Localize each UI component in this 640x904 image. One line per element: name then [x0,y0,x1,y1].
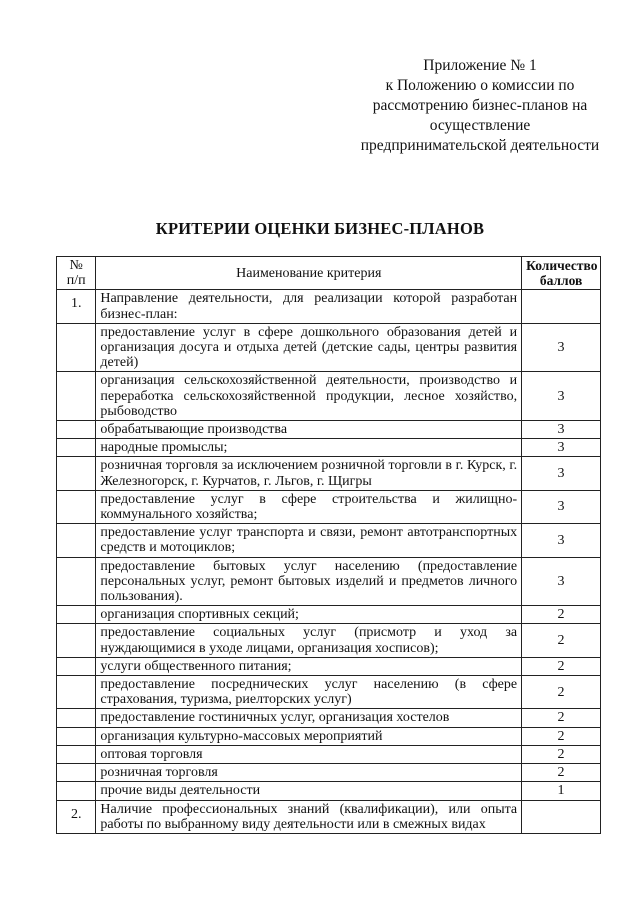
criterion-text: прочие виды деятельности [96,782,522,800]
header-score-line2: баллов [539,273,583,289]
criterion-text: оптовая торговля [96,745,522,763]
criterion-score: 3 [522,421,601,439]
table-row [57,421,601,439]
criterion-text: предоставление услуг транспорта и связи, ремонт автотранспортных средств и мотоциклов; [96,524,522,557]
row-number [57,457,96,490]
table-row [57,676,601,709]
criterion-score [522,290,601,323]
appendix-line: осуществление [429,117,531,134]
table-row [57,524,601,557]
criterion-score: 2 [522,745,601,763]
criterion-text: услуги общественного питания; [96,657,522,675]
row-number [57,524,96,557]
row-number [57,606,96,624]
criteria-body [57,290,601,834]
criterion-text: предоставление социальных услуг (присмотр и уход за нуждающимися в уходе лицами, организация хосписов); [96,624,522,657]
criterion-score: 3 [522,372,601,421]
row-number [57,657,96,675]
table-header-row [57,257,601,290]
table-row [57,323,601,372]
criterion-text: предоставление бытовых услуг населению (предоставление персональных услуг, ремонт бытовых изделий и предметов личного пользования). [96,557,522,606]
row-number [57,421,96,439]
criterion-text: организация культурно-массовых мероприятий [96,727,522,745]
table-row [57,439,601,457]
criterion-text: народные промыслы; [96,439,522,457]
criterion-score: 3 [522,323,601,372]
table-row [57,782,601,800]
criterion-score: 3 [522,524,601,557]
criterion-text: обрабатывающие производства [96,421,522,439]
criterion-text: предоставление услуг в сфере строительства и жилищно-коммунального хозяйства; [96,490,522,523]
table-row [57,457,601,490]
appendix-header [330,56,630,156]
appendix-line: к Положению о комиссии по [385,77,575,94]
criterion-text: предоставление услуг в сфере дошкольного образования детей и организация досуга и отдыха детей (детские сады, центры развития детей) [96,323,522,372]
document-title: КРИТЕРИИ ОЦЕНКИ БИЗНЕС-ПЛАНОВ [155,219,485,238]
criterion-text: предоставление посреднических услуг населению (в сфере страхования, туризма, риелторских услуг) [96,676,522,709]
header-number-line2: п/п [66,273,86,289]
table-row [57,624,601,657]
table-row [57,764,601,782]
row-number [57,490,96,523]
criterion-text: организация спортивных секций; [96,606,522,624]
row-number: 2. [57,800,96,833]
table-row [57,606,601,624]
row-number [57,676,96,709]
row-number [57,782,96,800]
header-criterion-name: Наименование критерия [96,257,522,290]
row-number [57,557,96,606]
header-score [522,257,601,290]
criterion-score: 3 [522,557,601,606]
table-row [57,490,601,523]
row-number [57,709,96,727]
criterion-score: 2 [522,624,601,657]
row-number [57,323,96,372]
header-number-line1: № [69,258,83,273]
table-row [57,709,601,727]
row-number [57,745,96,763]
criterion-score: 3 [522,439,601,457]
appendix-line: предпринимательской деятельности [360,137,600,154]
appendix-line: Приложение № 1 [423,57,537,74]
criteria-table [56,256,601,834]
criterion-score: 2 [522,709,601,727]
table-row [57,657,601,675]
criterion-text: Наличие профессиональных знаний (квалификации), или опыта работы по выбранному виду деятельности или в смежных видах [96,800,522,833]
criterion-score: 2 [522,657,601,675]
table-row [57,372,601,421]
criterion-text: предоставление гостиничных услуг, организация хостелов [96,709,522,727]
header-score-line1: Количество [526,258,598,273]
table-row [57,800,601,833]
criterion-score [522,800,601,833]
header-number [57,257,96,290]
table-row [57,727,601,745]
row-number [57,439,96,457]
table-row [57,290,601,323]
row-number: 1. [57,290,96,323]
table-row [57,557,601,606]
criterion-score: 2 [522,764,601,782]
criterion-text: розничная торговля за исключением розничной торговли в г. Курск, г. Железногорск, г. Курчатов, г. Льгов, г. Щигры [96,457,522,490]
row-number [57,764,96,782]
criterion-score: 2 [522,727,601,745]
criterion-text: Направление деятельности, для реализации которой разработан бизнес-план: [96,290,522,323]
criterion-score: 2 [522,606,601,624]
criterion-score: 3 [522,457,601,490]
criterion-text: организация сельскохозяйственной деятельности, производство и переработка сельскохозяйственной продукции, лесное хозяйство, рыбоводство [96,372,522,421]
criterion-text: розничная торговля [96,764,522,782]
appendix-line: рассмотрению бизнес-планов на [372,97,588,114]
table-row [57,745,601,763]
row-number [57,624,96,657]
row-number [57,727,96,745]
criterion-score: 1 [522,782,601,800]
criterion-score: 3 [522,490,601,523]
criterion-score: 2 [522,676,601,709]
row-number [57,372,96,421]
